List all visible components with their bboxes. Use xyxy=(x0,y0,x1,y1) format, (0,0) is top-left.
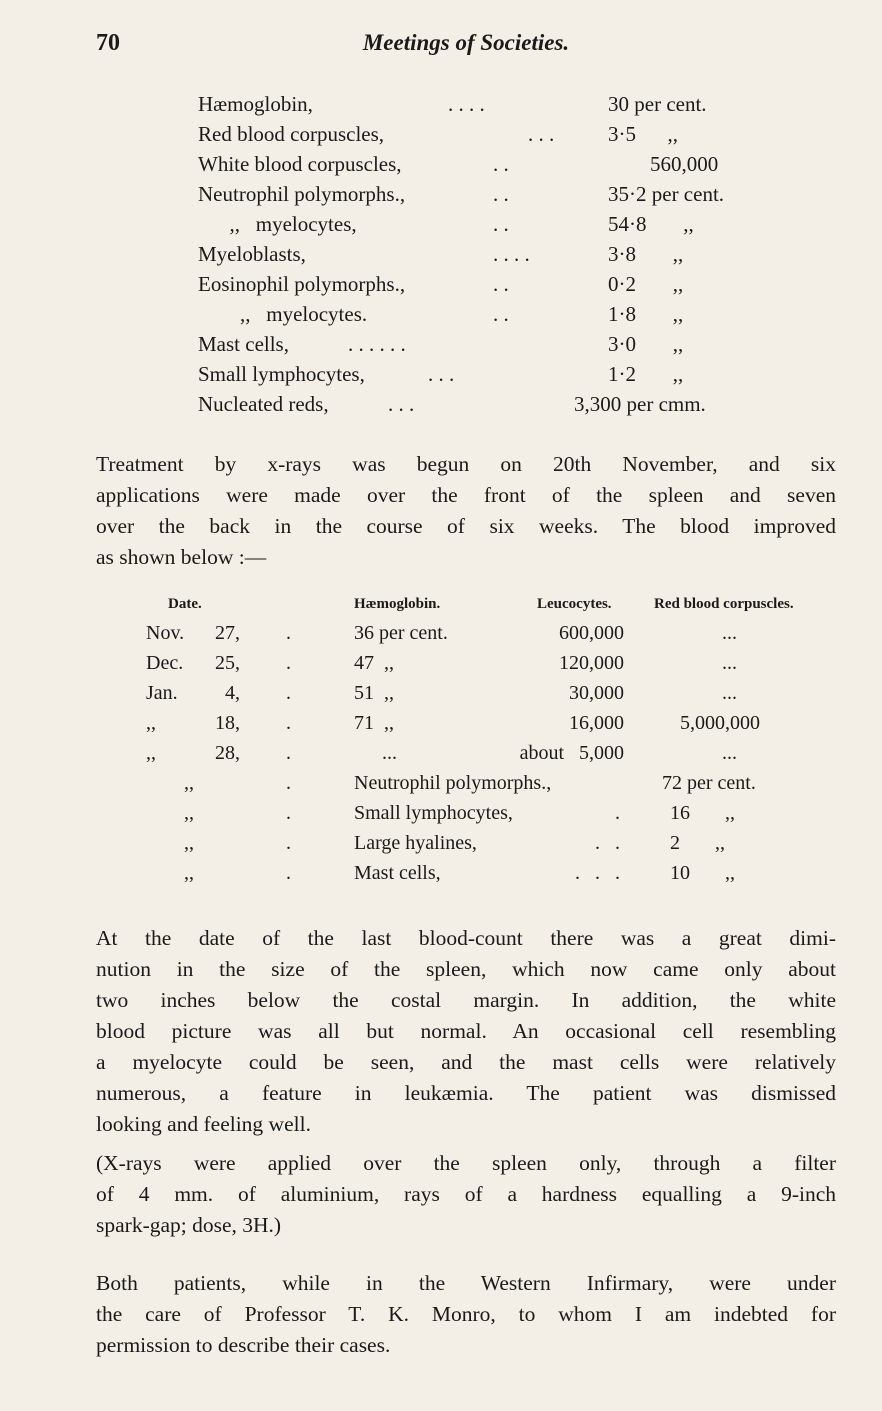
leucocytes-value: 600,000 xyxy=(559,622,624,644)
row-label: Nucleated reds, xyxy=(198,392,329,416)
running-title: Meetings of Societies. xyxy=(362,30,570,55)
date-leader-dot: . xyxy=(286,712,291,734)
date-leader-dot: . xyxy=(286,622,291,644)
paragraph-treatment-line: as shown below :— xyxy=(96,545,267,569)
paragraph-xray-note xyxy=(96,1148,836,1241)
paragraph-xray-note-line: of 4 mm. of aluminium, rays of a hardness equalling a 9-inch xyxy=(96,1182,836,1206)
date-leader-dot: . xyxy=(286,802,291,824)
red-corpuscles-value: 5,000,000 xyxy=(680,712,760,734)
differential-dots: . . . xyxy=(575,862,620,884)
row-label: ,, myelocytes. xyxy=(198,302,368,326)
date-month: ,, xyxy=(146,742,156,764)
row-leader-dots: . . xyxy=(493,212,509,236)
differential-label: Neutrophil polymorphs., xyxy=(354,772,552,794)
date-leader-dot: . xyxy=(286,862,291,884)
differential-dots: . xyxy=(615,802,620,824)
haemoglobin-value: 36 per cent. xyxy=(354,622,448,644)
row-leader-dots: . . . xyxy=(528,122,555,146)
row-value: 1·8 ,, xyxy=(608,302,684,326)
blood-table-row xyxy=(198,362,758,392)
date-month: Nov. xyxy=(146,622,185,644)
row-label: Myeloblasts, xyxy=(198,242,306,266)
row-label: Mast cells, xyxy=(198,332,289,356)
red-corpuscles-value: ... xyxy=(722,652,737,674)
col-header-leucocytes: Leucocytes. xyxy=(537,596,612,612)
progress-row xyxy=(96,622,856,652)
paragraph-treatment-line: applications were made over the front of the spleen and seven xyxy=(96,483,836,507)
date-day: 27, xyxy=(215,622,240,644)
blood-table-row xyxy=(198,242,758,272)
differential-value: 2 ,, xyxy=(670,832,725,854)
paragraph-xray-note-line: (X-rays were applied over the spleen only, through a filter xyxy=(96,1151,836,1175)
differential-value: 16 ,, xyxy=(670,802,735,824)
date-day: 28, xyxy=(215,742,240,764)
row-leader-dots: . . . . xyxy=(493,242,530,266)
col-header-date: Date. xyxy=(168,596,202,612)
row-value: 1·2 ,, xyxy=(608,362,684,386)
differential-row xyxy=(96,772,856,802)
leucocytes-value: 30,000 xyxy=(569,682,624,704)
row-label: ,, myelocytes, xyxy=(198,212,357,236)
blood-table-row xyxy=(198,212,758,242)
blood-table-row xyxy=(198,302,758,332)
differential-label: Large hyalines, xyxy=(354,832,477,854)
row-label: Eosinophil polymorphs., xyxy=(198,272,406,296)
row-value: 54·8 ,, xyxy=(608,212,694,236)
row-leader-dots: . . . . . . xyxy=(348,332,406,356)
date-month: Jan. xyxy=(146,682,178,704)
col-header-red-corpuscles: Red blood corpuscles. xyxy=(654,596,794,612)
red-corpuscles-value: ... xyxy=(722,742,737,764)
row-label: Small lymphocytes, xyxy=(198,362,365,386)
leucocytes-value: about 5,000 xyxy=(519,742,624,764)
red-corpuscles-value: ... xyxy=(722,682,737,704)
row-label: Red blood corpuscles, xyxy=(198,122,385,146)
haemoglobin-value: ... xyxy=(382,742,397,764)
blood-table-row xyxy=(198,152,758,182)
leucocytes-value: 120,000 xyxy=(559,652,624,674)
paragraph-conclusion-line: blood picture was all but normal. An occasional cell resembling xyxy=(96,1019,836,1043)
progress-row xyxy=(96,652,856,682)
paragraph-xray-note-line: spark-gap; dose, 3H.) xyxy=(96,1213,282,1237)
paragraph-treatment-line: Treatment by x-rays was begun on 20th November, and six xyxy=(96,452,836,476)
paragraph-acknowledgement xyxy=(96,1268,836,1361)
paragraph-conclusion-line: looking and feeling well. xyxy=(96,1112,311,1136)
row-leader-dots: . . xyxy=(493,302,509,326)
row-label: Hæmoglobin, xyxy=(198,92,313,116)
paragraph-conclusion-line: At the date of the last blood-count there was a great dimi- xyxy=(96,926,836,950)
row-value: 3,300 per cmm. xyxy=(574,392,706,416)
date-day: 25, xyxy=(215,652,240,674)
differential-row xyxy=(96,802,856,832)
blood-table-row xyxy=(198,272,758,302)
date-leader-dot: . xyxy=(286,652,291,674)
haemoglobin-value: 47 ,, xyxy=(354,652,394,674)
paragraph-treatment-line: over the back in the course of six weeks. The blood improved xyxy=(96,514,836,538)
differential-dots: . . xyxy=(595,832,620,854)
page-number: 70 xyxy=(96,30,120,56)
row-value: 0·2 ,, xyxy=(608,272,684,296)
date-leader-dot: . xyxy=(286,682,291,704)
date-day: 4, xyxy=(225,682,240,704)
row-value: 3·5 ,, xyxy=(608,122,678,146)
progress-row xyxy=(96,682,856,712)
row-value: 3·8 ,, xyxy=(608,242,684,266)
paragraph-acknowledgement-line: permission to describe their cases. xyxy=(96,1333,391,1357)
differential-row xyxy=(96,862,856,892)
row-leader-dots: . . xyxy=(493,272,509,296)
blood-table-row xyxy=(198,122,758,152)
leucocytes-value: 16,000 xyxy=(569,712,624,734)
differential-label: Mast cells, xyxy=(354,862,441,884)
date-day: 18, xyxy=(215,712,240,734)
paragraph-conclusion-line: a myelocyte could be seen, and the mast cells were relatively xyxy=(96,1050,836,1074)
row-leader-dots: . . . xyxy=(428,362,455,386)
blood-table-row xyxy=(198,392,758,422)
paragraph-acknowledgement-line: the care of Professor T. K. Monro, to whom I am indebted for xyxy=(96,1302,836,1326)
paragraph-conclusion xyxy=(96,923,836,1140)
row-label: Neutrophil polymorphs., xyxy=(198,182,406,206)
row-value: 35·2 per cent. xyxy=(608,182,725,206)
blood-table-row xyxy=(198,332,758,362)
row-value: 3·0 ,, xyxy=(608,332,684,356)
paragraph-conclusion-line: nution in the size of the spleen, which now came only about xyxy=(96,957,836,981)
progress-row xyxy=(96,742,856,772)
page-header xyxy=(96,30,836,64)
differential-value: 10 ,, xyxy=(670,862,735,884)
ditto-mark: ,, xyxy=(184,802,194,824)
row-value: 560,000 xyxy=(650,152,719,176)
blood-count-table xyxy=(198,92,758,422)
ditto-mark: ,, xyxy=(184,772,194,794)
date-leader-dot: . xyxy=(286,772,291,794)
row-label: White blood corpuscles, xyxy=(198,152,402,176)
row-value: 30 per cent. xyxy=(608,92,707,116)
date-month: ,, xyxy=(146,712,156,734)
ditto-mark: ,, xyxy=(184,862,194,884)
paragraph-acknowledgement-line: Both patients, while in the Western Infirmary, were under xyxy=(96,1271,836,1295)
haemoglobin-value: 71 ,, xyxy=(354,712,394,734)
paragraph-conclusion-line: two inches below the costal margin. In addition, the white xyxy=(96,988,836,1012)
col-header-haemoglobin: Hæmoglobin. xyxy=(354,596,441,612)
row-leader-dots: . . . xyxy=(388,392,415,416)
differential-label: Small lymphocytes, xyxy=(354,802,513,824)
row-leader-dots: . . xyxy=(493,152,509,176)
blood-table-row xyxy=(198,182,758,212)
paragraph-conclusion-line: numerous, a feature in leukæmia. The patient was dismissed xyxy=(96,1081,836,1105)
row-leader-dots: . . xyxy=(493,182,509,206)
progress-row xyxy=(96,712,856,742)
date-month: Dec. xyxy=(146,652,184,674)
red-corpuscles-value: ... xyxy=(722,622,737,644)
haemoglobin-value: 51 ,, xyxy=(354,682,394,704)
date-leader-dot: . xyxy=(286,832,291,854)
differential-value: 72 per cent. xyxy=(662,772,756,794)
date-leader-dot: . xyxy=(286,742,291,764)
row-leader-dots: . . . . xyxy=(448,92,485,116)
differential-row xyxy=(96,832,856,862)
blood-table-row xyxy=(198,92,758,122)
paragraph-treatment xyxy=(96,449,836,573)
ditto-mark: ,, xyxy=(184,832,194,854)
